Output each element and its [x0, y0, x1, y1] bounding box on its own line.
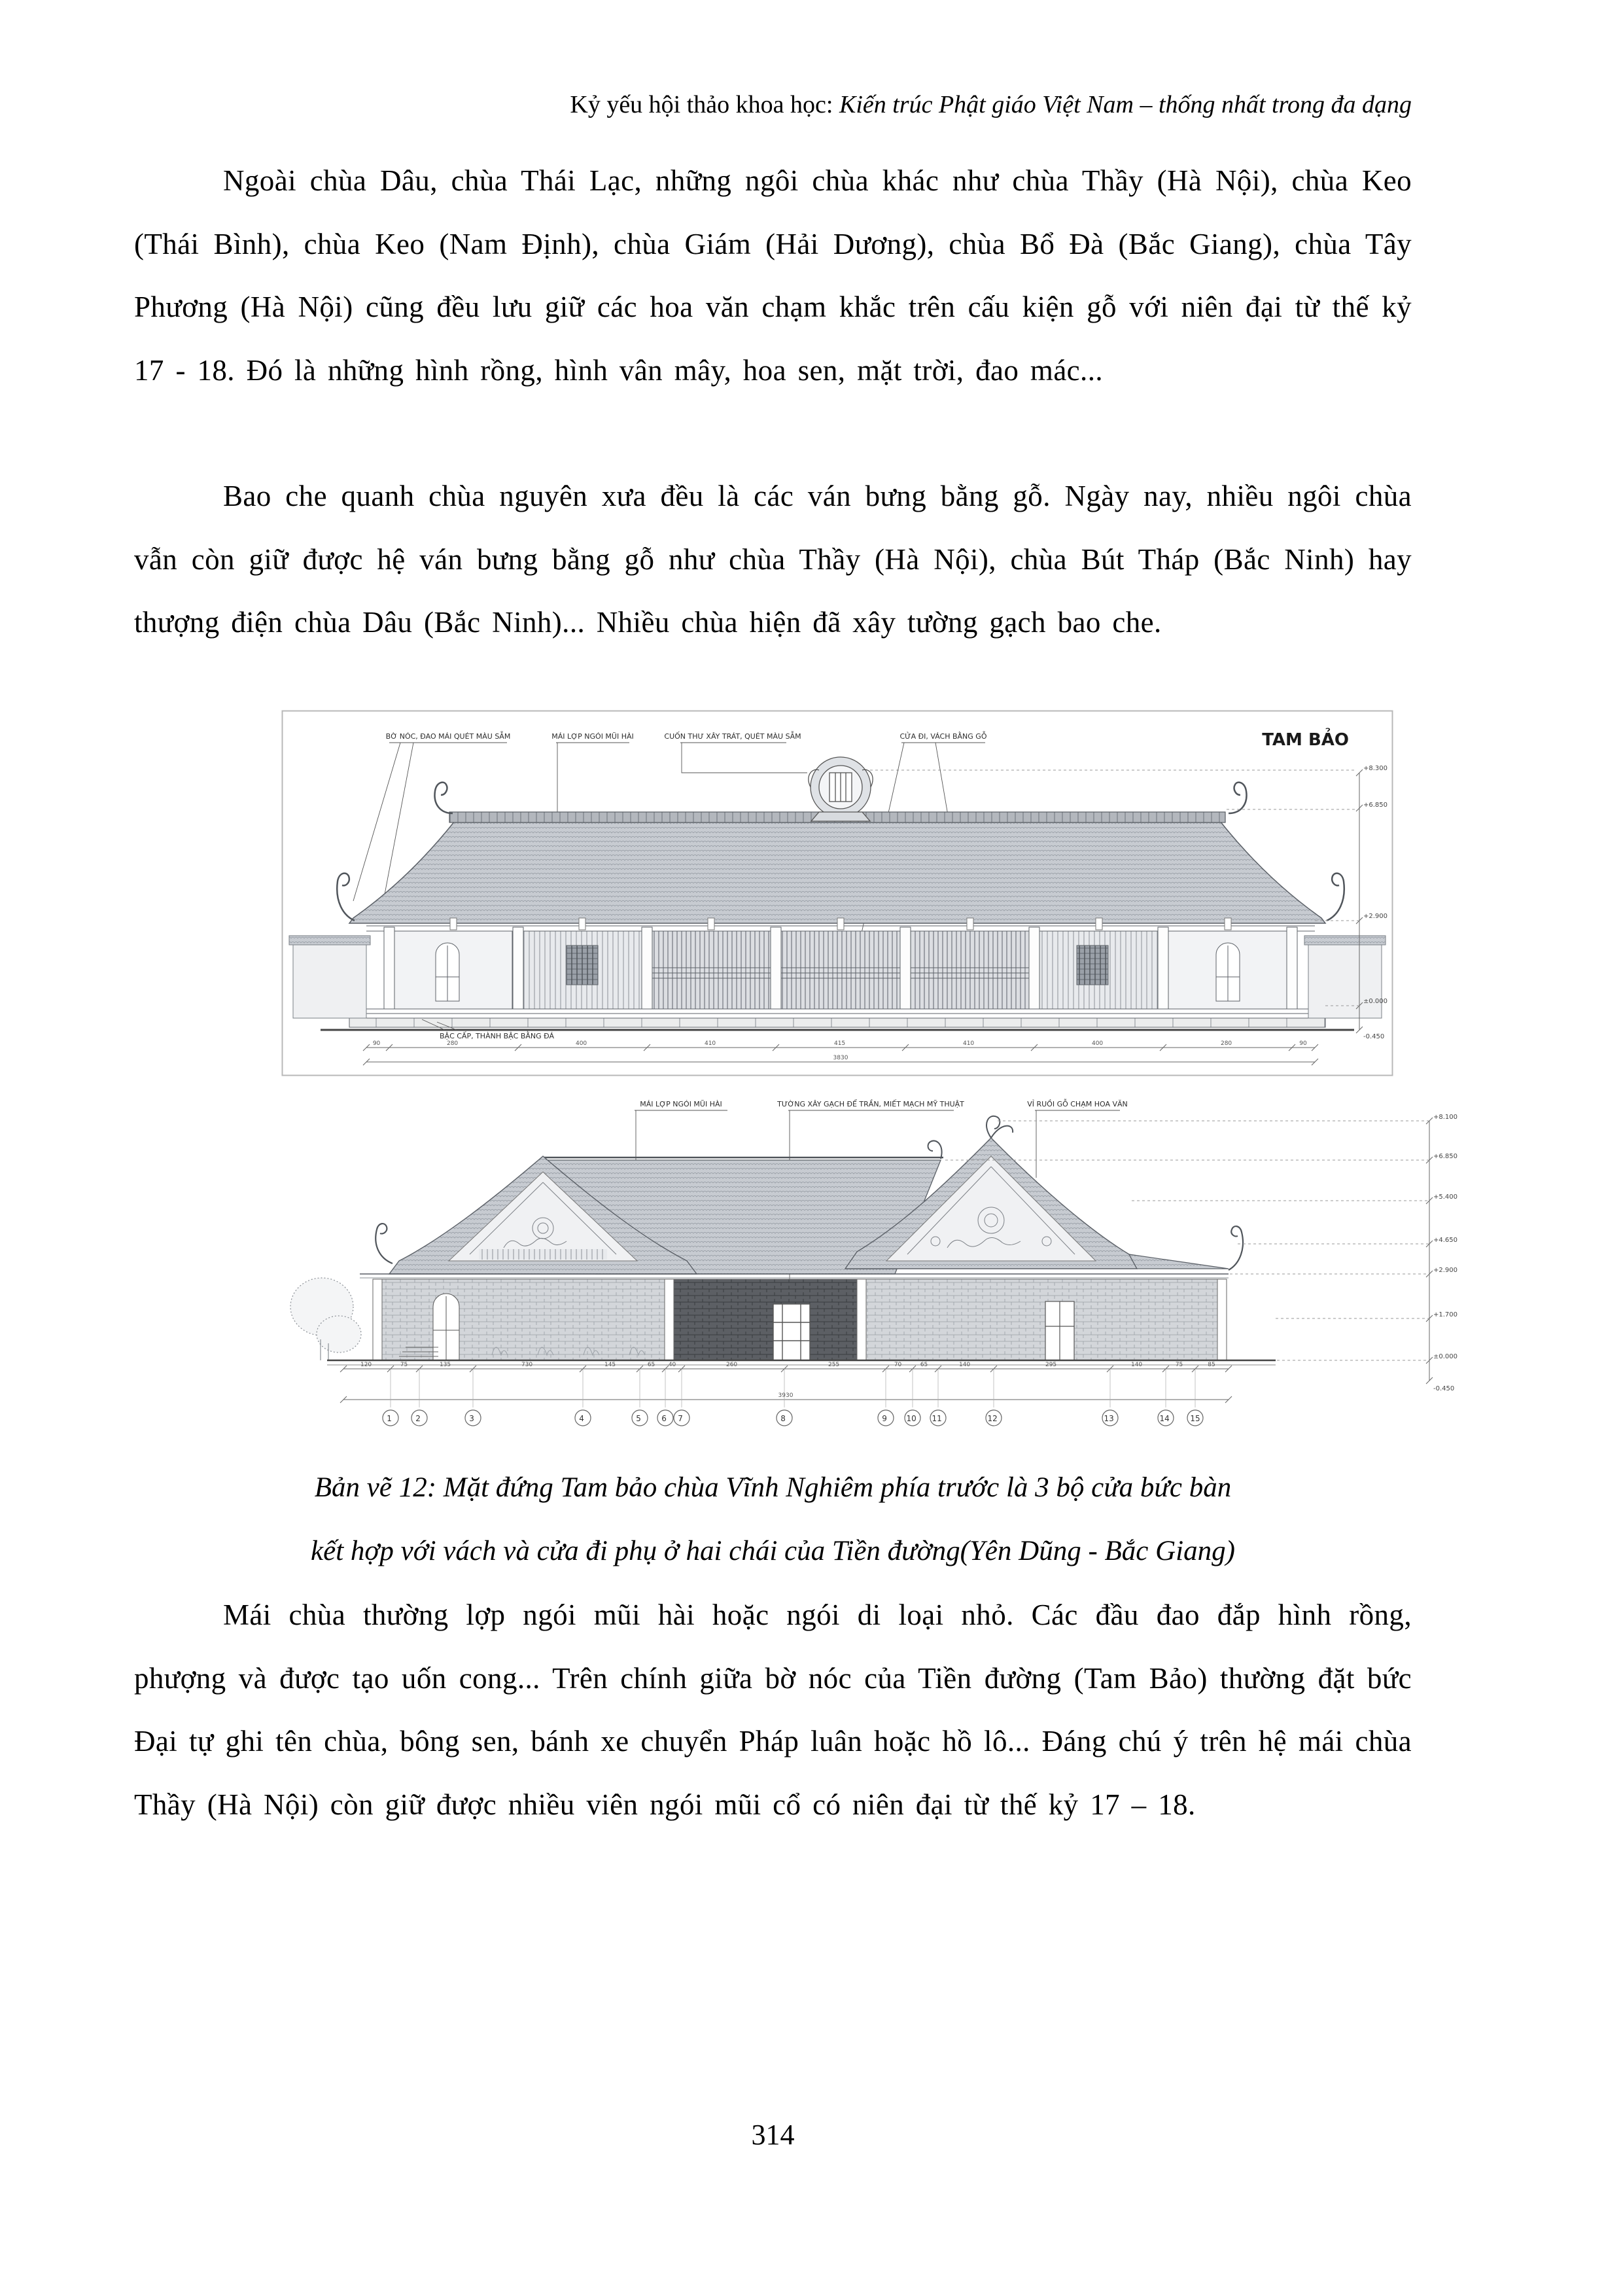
bottom-dimensions-2	[340, 1366, 1232, 1407]
level-marks: +8.300 +6.850 +2.900 ±0.000 -0.450	[1363, 765, 1388, 1040]
arched-window-left	[436, 943, 459, 1001]
annotation-roof-tiles: MÁI LỢP NGÓI MŨI HÀI	[551, 732, 634, 741]
body-paragraph-1: Ngoài chùa Dâu, chùa Thái Lạc, những ngôi chùa khác như chùa Thầy (Hà Nội), chùa Keo (Thái Bình), chùa Keo (Nam Định), chùa Giám (Hải Dương), chùa Bổ Đà (Bắc Giang), chùa Tây Phương (Hà Nội) cũng đều lưu giữ các hoa văn chạm khắc trên cấu kiện gỗ với niên đại từ thế kỷ 17 - 18. Đó là những hình rồng, hình vân mây, hoa sen, mặt trời, đao mác...	[134, 164, 1412, 387]
gable-crest-ornament	[986, 1116, 1013, 1138]
running-header	[134, 90, 1412, 119]
walls	[373, 1279, 1227, 1360]
annotation-gable-carving: VỈ RUỒI GỖ CHẠM HOA VĂN	[1027, 1100, 1128, 1108]
middle-door	[773, 1304, 810, 1360]
cuon-thu-emblem	[809, 757, 873, 821]
right-brick-wall	[857, 1279, 1227, 1360]
dimension-values-2: 120 75 135 730 145 65 40 260 255 70 65 140 295 140 75 85	[360, 1362, 1215, 1368]
figure-caption-line1: Bản vẽ 12: Mặt đứng Tam bảo chùa Vĩnh Nghiêm phía trước là 3 bộ cửa bức bàn	[314, 1472, 1232, 1503]
body-paragraph-3: Mái chùa thường lợp ngói mũi hài hoặc ngói di loại nhỏ. Các đầu đao đắp hình rồng, phượng và được tạo uốn cong... Trên chính giữa bờ nóc của Tiền đường (Tam Bảo) thường đặt bức Đại tự ghi tên chùa, bông sen, bánh xe chuyển Pháp luân hoặc hồ lô... Đáng chú ý trên hệ mái chùa Thầy (Hà Nội) còn giữ được nhiều viên ngói mũi cổ có niên đại từ thế kỷ 17 – 18.	[134, 1598, 1412, 1821]
ridge-crest	[928, 1140, 942, 1159]
stone-platform	[349, 1018, 1325, 1027]
drawing-title: TAM BẢO	[1262, 730, 1349, 750]
page-number: 314	[751, 2119, 795, 2151]
left-gable-slats	[479, 1249, 607, 1260]
eave-dao-right	[1327, 874, 1344, 921]
annotation-cuon-thu: CUỐN THƯ XÂY TRÁT, QUÉT MÀU SẪM	[664, 732, 801, 741]
total-dimension-2: 3930	[778, 1392, 794, 1399]
lattice-window-left	[567, 945, 598, 985]
right-door	[1045, 1301, 1074, 1360]
dimension-values: 90 280 400 410 415 410 400 280 90	[372, 1040, 1307, 1047]
dao-curl-right	[1229, 1226, 1243, 1270]
roofs	[360, 1116, 1243, 1278]
annotation-brick-wall: TƯỜNG XÂY GẠCH ĐỂ TRẦN, MIẾT MẠCH MỸ THUẬT	[777, 1100, 964, 1108]
temple-roof	[337, 757, 1344, 923]
grid-bubbles	[383, 1410, 1203, 1426]
figure-caption	[134, 1457, 1412, 1583]
total-dimension: 3830	[833, 1055, 848, 1061]
temple-facade	[321, 918, 1354, 1030]
arched-window-right	[1216, 943, 1240, 1001]
arched-window	[433, 1294, 459, 1360]
header-title: Kiến trúc Phật giáo Việt Nam – thống nhất trong đa dạng	[839, 91, 1412, 118]
figure-caption-line2: kết hợp với vách và cửa đi phụ ở hai chái của Tiền đường(Yên Dũng - Bắc Giang)	[311, 1535, 1235, 1566]
middle-dark-brick-wall	[674, 1279, 857, 1360]
annotation-doors: CỬA ĐI, VÁCH BẰNG GỖ	[899, 732, 987, 741]
annotation-ridge: BỜ NÓC, ĐAO MÁI QUÉT MÀU SẪM	[385, 732, 511, 741]
figure-drawing-side-elevation	[281, 1083, 1459, 1456]
left-brick-wall	[373, 1279, 674, 1360]
ridge-finial-right	[1229, 783, 1246, 813]
level-marks-2: +8.100 +6.850 +5.400 +4.650 +2.900 +1.700 ±0.000 -0.450	[1433, 1114, 1458, 1392]
figure-drawing-front-elevation	[281, 710, 1393, 1076]
eave-dao-left	[337, 874, 355, 921]
ridge-finial-left	[435, 783, 453, 813]
annotation-steps: BẬC CẤP, THÀNH BẬC BẰNG ĐÁ	[440, 1032, 555, 1040]
grid-bubble-labels: 1 2 3 4 5 6 7 8 9 10 11 12 13 14 15	[387, 1414, 1200, 1423]
dao-curl-left	[375, 1224, 393, 1263]
lattice-window-right	[1077, 945, 1108, 985]
tree-sketch	[290, 1278, 361, 1360]
annotation-roof-tiles-2: MÁI LỢP NGÓI MŨI HÀI	[640, 1100, 722, 1108]
header-prefix: Kỷ yếu hội thảo khoa học:	[570, 91, 839, 118]
body-paragraph-2: Bao che quanh chùa nguyên xưa đều là các ván bưng bằng gỗ. Ngày nay, nhiều ngôi chùa vẫn còn giữ được hệ ván bưng bằng gỗ như chùa Thầy (Hà Nội), chùa Bút Tháp (Bắc Ninh) hay thượng điện chùa Dâu (Bắc Ninh)... Nhiều chùa hiện đã xây tường gạch bao che.	[134, 480, 1412, 639]
